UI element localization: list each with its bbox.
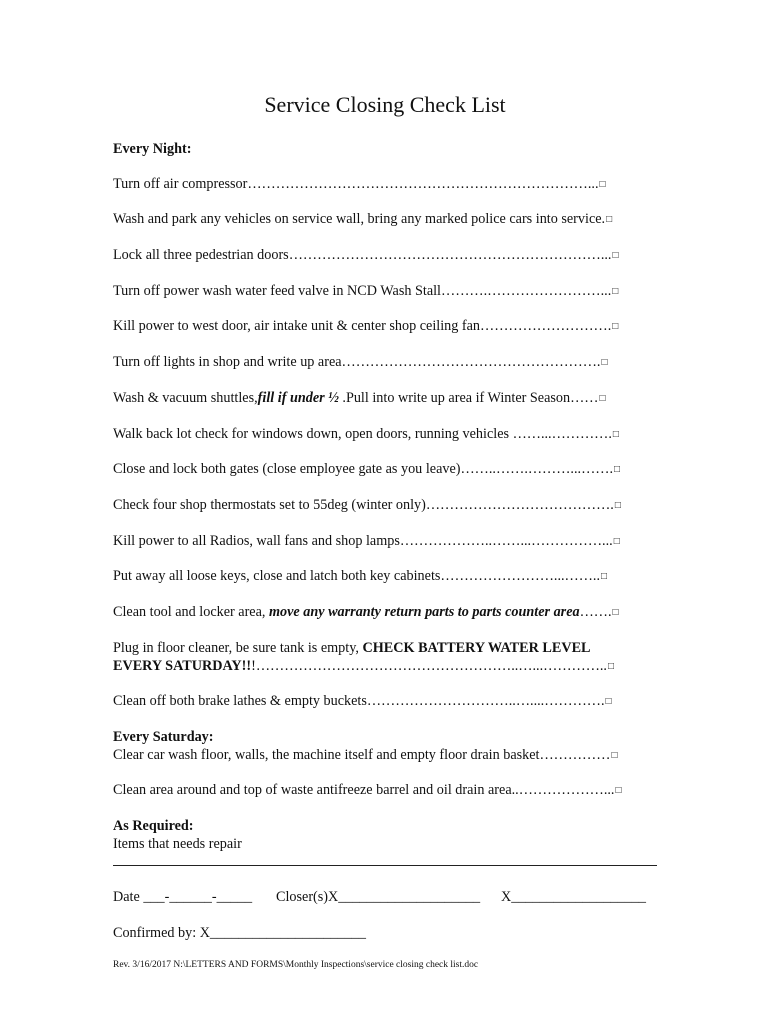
checklist-item bbox=[113, 282, 618, 301]
checkbox-icon[interactable]: □ bbox=[612, 607, 619, 618]
checklist-item bbox=[113, 353, 608, 372]
item-text: Turn off air compressor………………………………………………………………... bbox=[113, 176, 599, 192]
item-text: Plug in floor cleaner, be sure tank is empty, bbox=[113, 640, 363, 656]
checklist-item bbox=[113, 692, 612, 711]
item-text: Kill power to all Radios, wall fans and shop lamps………………..……...……………... bbox=[113, 533, 613, 549]
footer-revision: Rev. 3/16/2017 N:\LETTERS AND FORMS\Monthly Inspections\service closing check list.doc bbox=[113, 960, 479, 970]
checklist-item bbox=[113, 781, 622, 800]
item-text: Clean off both brake lathes & empty buckets…………………………..…....…………. bbox=[113, 693, 605, 709]
item-text: Wash and park any vehicles on service wall, bring any marked police cars into service. bbox=[113, 211, 606, 227]
repair-items-line[interactable] bbox=[113, 865, 657, 866]
checkbox-icon[interactable]: □ bbox=[613, 536, 620, 547]
checkbox-icon[interactable]: □ bbox=[615, 785, 622, 796]
item-text: Put away all loose keys, close and latch both key cabinets……………………...…….. bbox=[113, 568, 601, 584]
checkbox-icon[interactable]: □ bbox=[614, 464, 621, 475]
checkbox-icon[interactable]: □ bbox=[614, 500, 621, 511]
date-field[interactable]: Date ___-______-_____ bbox=[113, 889, 253, 905]
checklist-item bbox=[113, 496, 621, 515]
checklist-item bbox=[113, 460, 620, 479]
checklist-item bbox=[113, 639, 591, 657]
checklist-item-continued bbox=[113, 657, 614, 676]
item-text: Wash & vacuum shuttles, bbox=[113, 390, 258, 406]
checkbox-icon[interactable]: □ bbox=[612, 250, 619, 261]
checkbox-icon[interactable]: □ bbox=[605, 696, 612, 707]
item-strong: CHECK BATTERY WATER LEVEL bbox=[362, 640, 591, 656]
item-text-tail: .Pull into write up area if Winter Season…… bbox=[338, 390, 599, 406]
checklist-item bbox=[113, 567, 607, 586]
item-text: Clean tool and locker area, bbox=[113, 604, 269, 620]
second-closer-field[interactable]: X___________________ bbox=[501, 889, 647, 905]
page-title: Service Closing Check List bbox=[264, 92, 506, 117]
item-text: Turn off power wash water feed valve in NCD Wash Stall……….……………………... bbox=[113, 283, 612, 299]
item-emphasis: fill if under ½ bbox=[257, 390, 339, 406]
item-text: Walk back lot check for windows down, open doors, running vehicles ……...…………. bbox=[113, 426, 612, 442]
repair-items-label: Items that needs repair bbox=[113, 836, 242, 852]
checklist-item bbox=[113, 246, 619, 265]
item-text: Clear car wash floor, walls, the machine itself and empty floor drain basket…………… bbox=[113, 747, 611, 763]
item-text: Close and lock both gates (close employee gate as you leave)……..…….………...……. bbox=[113, 461, 613, 477]
item-text-tail: ……. bbox=[579, 604, 612, 620]
item-emphasis: move any warranty return parts to parts counter area bbox=[269, 604, 580, 620]
checkbox-icon[interactable]: □ bbox=[599, 179, 606, 190]
item-strong: EVERY SATURDAY!! bbox=[113, 658, 252, 674]
section-heading-every-saturday: Every Saturday: bbox=[113, 729, 214, 745]
item-text: Turn off lights in shop and write up area………………………………………………. bbox=[113, 354, 601, 370]
checkbox-icon[interactable]: □ bbox=[607, 661, 615, 672]
checklist-item bbox=[113, 603, 619, 622]
closers-field[interactable]: Closer(s)X____________________ bbox=[276, 889, 481, 905]
checkbox-icon[interactable]: □ bbox=[601, 357, 608, 368]
confirmed-by-field[interactable]: Confirmed by: X______________________ bbox=[113, 925, 366, 941]
checkbox-icon[interactable]: □ bbox=[611, 750, 618, 761]
checkbox-icon[interactable]: □ bbox=[612, 321, 619, 332]
checklist-item bbox=[113, 175, 606, 194]
checkbox-icon[interactable]: □ bbox=[599, 393, 606, 404]
checklist-item bbox=[113, 532, 620, 551]
section-heading-as-required: As Required: bbox=[113, 818, 194, 834]
checkbox-icon[interactable]: □ bbox=[606, 214, 613, 225]
checkbox-icon[interactable]: □ bbox=[612, 429, 619, 440]
checklist-item bbox=[113, 425, 619, 444]
section-heading-every-night: Every Night: bbox=[113, 141, 192, 157]
checklist-item bbox=[113, 389, 606, 408]
item-text: Clean area around and top of waste antifreeze barrel and oil drain area..………………... bbox=[113, 782, 615, 798]
item-text: Check four shop thermostats set to 55deg (winter only)…………………………………. bbox=[113, 497, 614, 513]
item-text: Kill power to west door, air intake unit & center shop ceiling fan………………………. bbox=[113, 318, 612, 334]
checkbox-icon[interactable]: □ bbox=[612, 286, 619, 297]
checklist-item bbox=[113, 210, 612, 229]
checklist-item bbox=[113, 317, 618, 336]
checklist-item bbox=[113, 746, 617, 765]
checkbox-icon[interactable]: □ bbox=[601, 571, 608, 582]
item-text-tail: !………………………………………………..…...………….. bbox=[251, 658, 607, 674]
item-text: Lock all three pedestrian doors…………………………………………………………... bbox=[113, 247, 612, 263]
